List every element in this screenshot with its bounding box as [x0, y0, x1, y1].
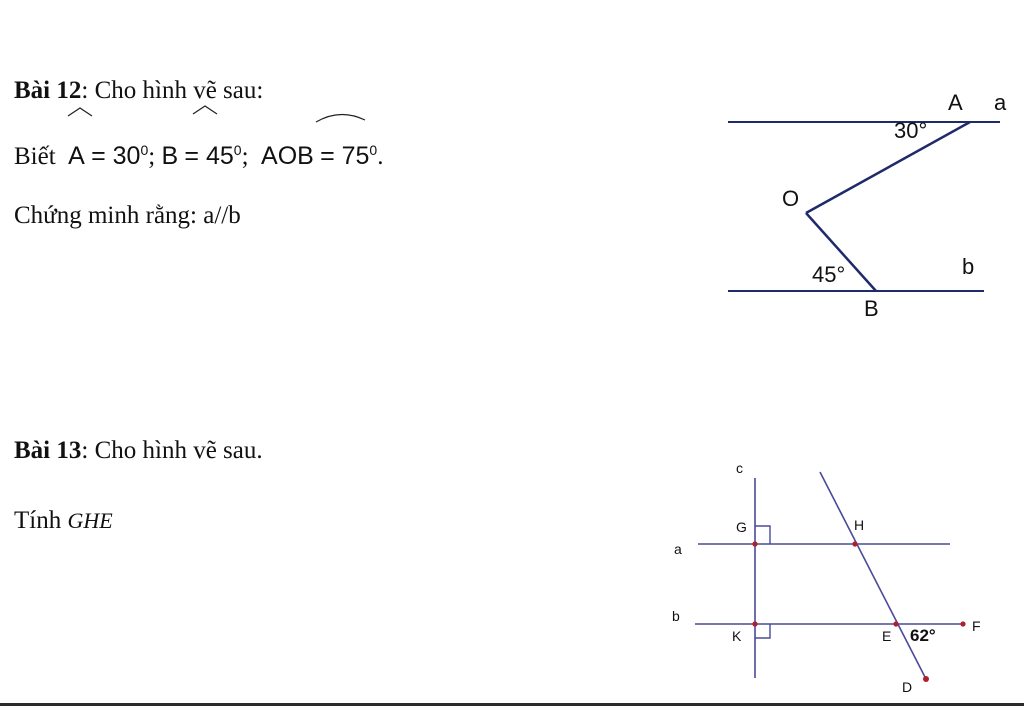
- problem12-given: [14, 143, 383, 169]
- point-h-label: H: [854, 517, 865, 533]
- problem12-prove: Chứng minh rằng: a//b: [14, 202, 241, 229]
- angle-b-degree: 0: [233, 142, 242, 158]
- line-c-label: c: [736, 460, 743, 476]
- angle-hat-marks: [60, 102, 480, 142]
- angle-a-degree: 0: [140, 142, 149, 158]
- task-angle: GHE: [67, 508, 113, 533]
- angle-b-mark: 45°: [812, 262, 846, 287]
- point-k: [752, 621, 757, 626]
- sentence-end: .: [377, 143, 384, 170]
- angle-b-value: = 45: [184, 142, 234, 170]
- problem13-title: [14, 438, 263, 463]
- point-b-label: B: [864, 296, 879, 321]
- hat-aob: [316, 114, 365, 122]
- problem12-title-bold: Bài 12: [14, 77, 82, 104]
- problem12-title-rest: : Cho hình vẽ sau:: [81, 77, 264, 104]
- line-b-label: b: [962, 254, 975, 279]
- angle-a-name: A: [68, 142, 85, 170]
- point-g-label: G: [736, 519, 747, 535]
- separator-1: ;: [148, 143, 156, 170]
- angle-aob-degree: 0: [369, 142, 378, 158]
- task-prefix: Tính: [14, 507, 62, 534]
- angle-b-name: B: [161, 142, 179, 170]
- given-prefix: Biết: [14, 143, 56, 170]
- angle-aob-name: AOB: [261, 142, 314, 170]
- angle-aob-value: = 75: [320, 142, 370, 170]
- hat-a: [68, 108, 92, 116]
- point-f: [960, 621, 965, 626]
- segment-ao: [806, 122, 970, 213]
- point-d: [923, 676, 929, 682]
- problem13-figure: [660, 458, 990, 703]
- problem13-title-rest: : Cho hình vẽ sau.: [81, 437, 263, 464]
- problem13-title-bold: Bài 13: [14, 437, 82, 464]
- problem13-task: [14, 508, 113, 533]
- hat-b: [193, 106, 217, 114]
- angle-e-mark: 62°: [910, 626, 936, 645]
- line-b-label: b: [672, 608, 680, 624]
- problem12-title: [14, 78, 263, 103]
- point-a-label: A: [948, 90, 963, 115]
- line-a-label: a: [674, 541, 682, 557]
- point-e-label: E: [882, 628, 892, 644]
- point-d-label: D: [902, 679, 913, 695]
- separator-2: ;: [241, 143, 249, 170]
- line-a-label: a: [994, 90, 1007, 115]
- right-angle-g: [755, 526, 770, 544]
- angle-a-mark: 30°: [894, 118, 928, 143]
- transversal-hd: [820, 472, 926, 679]
- point-f-label: F: [972, 618, 981, 634]
- right-angle-k: [755, 624, 770, 638]
- point-h: [852, 541, 857, 546]
- problem12-figure: [720, 84, 1020, 324]
- point-o-label: O: [782, 186, 800, 211]
- point-k-label: K: [732, 628, 742, 644]
- point-g: [752, 541, 757, 546]
- angle-a-value: = 30: [91, 142, 141, 170]
- point-e: [893, 621, 898, 626]
